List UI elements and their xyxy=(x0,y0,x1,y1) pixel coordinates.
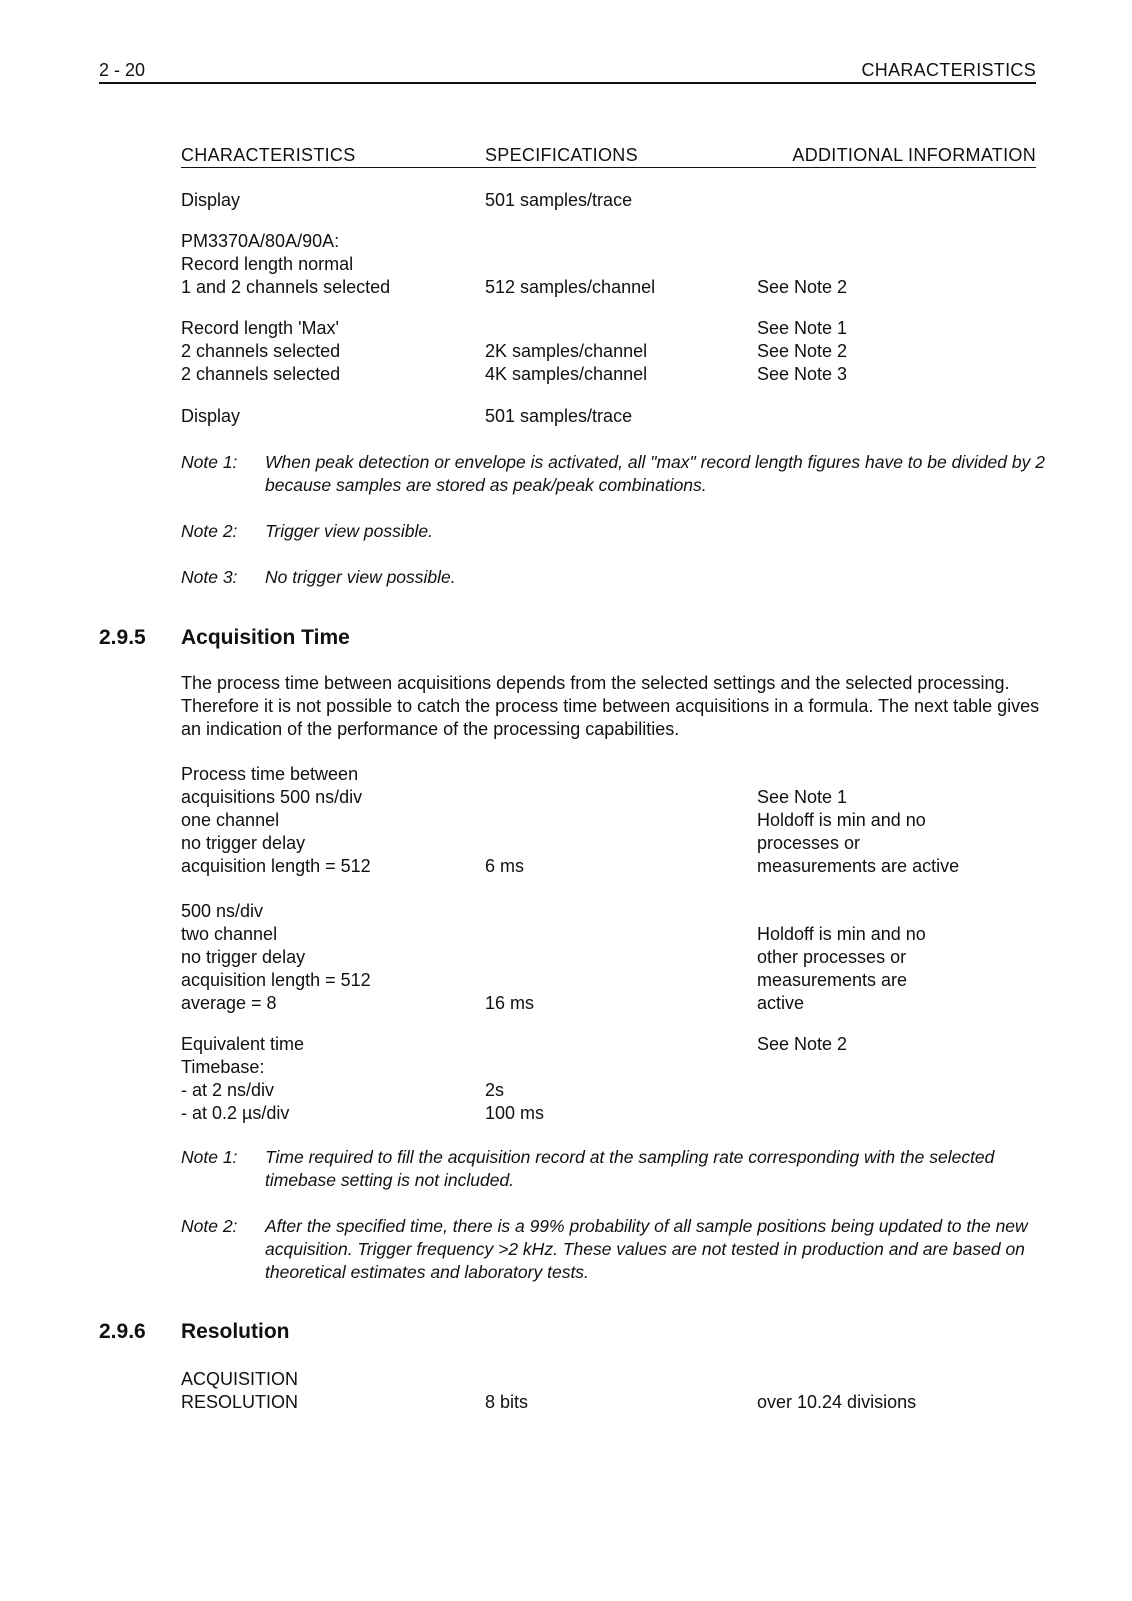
characteristic-text: - at 2 ns/div xyxy=(181,1080,275,1100)
table-row xyxy=(485,189,632,212)
characteristic-text: 500 ns/div xyxy=(181,901,264,921)
specification-text: 6 ms xyxy=(485,856,525,876)
table-row xyxy=(757,923,926,1015)
table-row xyxy=(485,1391,528,1414)
characteristic-text: Record length 'Max' xyxy=(181,318,339,338)
characteristic-text: acquisitions 500 ns/div xyxy=(181,787,363,807)
characteristic-text: ACQUISITION xyxy=(181,1369,299,1389)
header-rule xyxy=(99,82,1036,84)
characteristic-text: - at 0.2 µs/div xyxy=(181,1103,290,1123)
characteristic-text: Timebase: xyxy=(181,1057,265,1077)
additional-info-text: See Note 3 xyxy=(757,364,848,384)
section-number: 2.9.6 xyxy=(99,1320,146,1343)
additional-info-text: other processes or xyxy=(757,947,907,967)
characteristic-text: 2 channels selected xyxy=(181,364,341,384)
specification-text: 100 ms xyxy=(485,1103,545,1123)
table-row xyxy=(181,230,390,299)
table-row xyxy=(181,1033,304,1125)
note-text: No trigger view possible. xyxy=(265,567,456,587)
additional-info-text: See Note 1 xyxy=(757,787,848,807)
table-row xyxy=(181,189,240,212)
additional-info-text: measurements are xyxy=(757,970,908,990)
table-row xyxy=(181,317,340,386)
specification-text: 4K samples/channel xyxy=(485,364,648,384)
characteristic-text: Record length normal xyxy=(181,254,354,274)
table-row xyxy=(757,276,847,299)
column-header-specifications: SPECIFICATIONS xyxy=(485,145,638,165)
additional-info-text: Holdoff is min and no xyxy=(757,924,926,944)
characteristic-text: average = 8 xyxy=(181,993,277,1013)
note-label: Note 2: xyxy=(181,1216,238,1236)
additional-info-text: over 10.24 divisions xyxy=(757,1392,917,1412)
table-row xyxy=(181,1368,298,1414)
characteristic-text: one channel xyxy=(181,810,280,830)
table-row xyxy=(757,317,847,386)
table-row xyxy=(757,786,959,878)
table-row xyxy=(485,1079,544,1125)
additional-info-text: Holdoff is min and no xyxy=(757,810,926,830)
table-row xyxy=(485,276,655,299)
note-text: When peak detection or envelope is activated, all "max" record length figures have to be divided by 2 because samples are stored as peak/peak combinations. xyxy=(265,452,1045,495)
table-row xyxy=(181,763,371,878)
note-label: Note 2: xyxy=(181,521,238,541)
section-title: Acquisition Time xyxy=(181,626,350,649)
characteristic-text: Display xyxy=(181,190,241,210)
characteristic-text: 2 channels selected xyxy=(181,341,341,361)
characteristic-text: acquisition length = 512 xyxy=(181,970,371,990)
note-label: Note 1: xyxy=(181,1147,238,1167)
characteristic-text: Equivalent time xyxy=(181,1034,305,1054)
specification-text: 501 samples/trace xyxy=(485,406,633,426)
note-text: After the specified time, there is a 99% probability of all sample positions being updated to the new acquisition. Trigger frequency >2 kHz. These values are not tested in production and are based on theoretical estimates and laboratory tests. xyxy=(265,1216,1028,1282)
characteristic-text: two channel xyxy=(181,924,278,944)
characteristic-text: acquisition length = 512 xyxy=(181,856,371,876)
additional-info-text: active xyxy=(757,993,805,1013)
specification-text: 501 samples/trace xyxy=(485,190,633,210)
page-number: 2 - 20 xyxy=(99,60,146,80)
section-number: 2.9.5 xyxy=(99,626,146,649)
characteristic-text: RESOLUTION xyxy=(181,1392,299,1412)
table-row xyxy=(485,340,647,386)
table-row xyxy=(181,405,240,428)
note-text: Time required to fill the acquisition record at the sampling rate corresponding with the selected timebase setting is not included. xyxy=(265,1147,995,1190)
column-header-characteristics: CHARACTERISTICS xyxy=(181,145,356,165)
specification-text: 16 ms xyxy=(485,993,535,1013)
characteristic-text: Process time between xyxy=(181,764,359,784)
additional-info-text: processes or xyxy=(757,833,861,853)
characteristic-text: Display xyxy=(181,406,241,426)
additional-info-text: See Note 1 xyxy=(757,318,848,338)
additional-info-text: See Note 2 xyxy=(757,277,848,297)
characteristic-text: no trigger delay xyxy=(181,947,306,967)
table-row xyxy=(757,1033,847,1056)
characteristic-text: 1 and 2 channels selected xyxy=(181,277,391,297)
note-label: Note 3: xyxy=(181,567,238,587)
additional-info-text: See Note 2 xyxy=(757,1034,848,1054)
note-text: Trigger view possible. xyxy=(265,521,433,541)
additional-info-text: See Note 2 xyxy=(757,341,848,361)
specification-text: 2s xyxy=(485,1080,505,1100)
characteristic-text: PM3370A/80A/90A: xyxy=(181,231,340,251)
table-row xyxy=(485,992,534,1015)
column-header-additional-information: ADDITIONAL INFORMATION xyxy=(792,145,1036,165)
section-title: Resolution xyxy=(181,1320,290,1343)
table-row xyxy=(485,855,524,878)
note-label: Note 1: xyxy=(181,452,238,472)
table-row xyxy=(757,1391,916,1414)
specification-text: 8 bits xyxy=(485,1392,529,1412)
additional-info-text: measurements are active xyxy=(757,856,960,876)
table-header-rule xyxy=(181,167,1036,168)
characteristic-text: no trigger delay xyxy=(181,833,306,853)
specification-text: 512 samples/channel xyxy=(485,277,656,297)
table-row xyxy=(485,405,632,428)
specification-text: 2K samples/channel xyxy=(485,341,648,361)
section-paragraph: The process time between acquisitions depends from the selected settings and the selected processing. Therefore it is not possible to catch the process time between acquisitions in a formula. The next table gives an indication of the performance of the processing capabilities. xyxy=(181,673,1040,739)
table-row xyxy=(181,900,371,1015)
chapter-title: CHARACTERISTICS xyxy=(861,60,1036,80)
